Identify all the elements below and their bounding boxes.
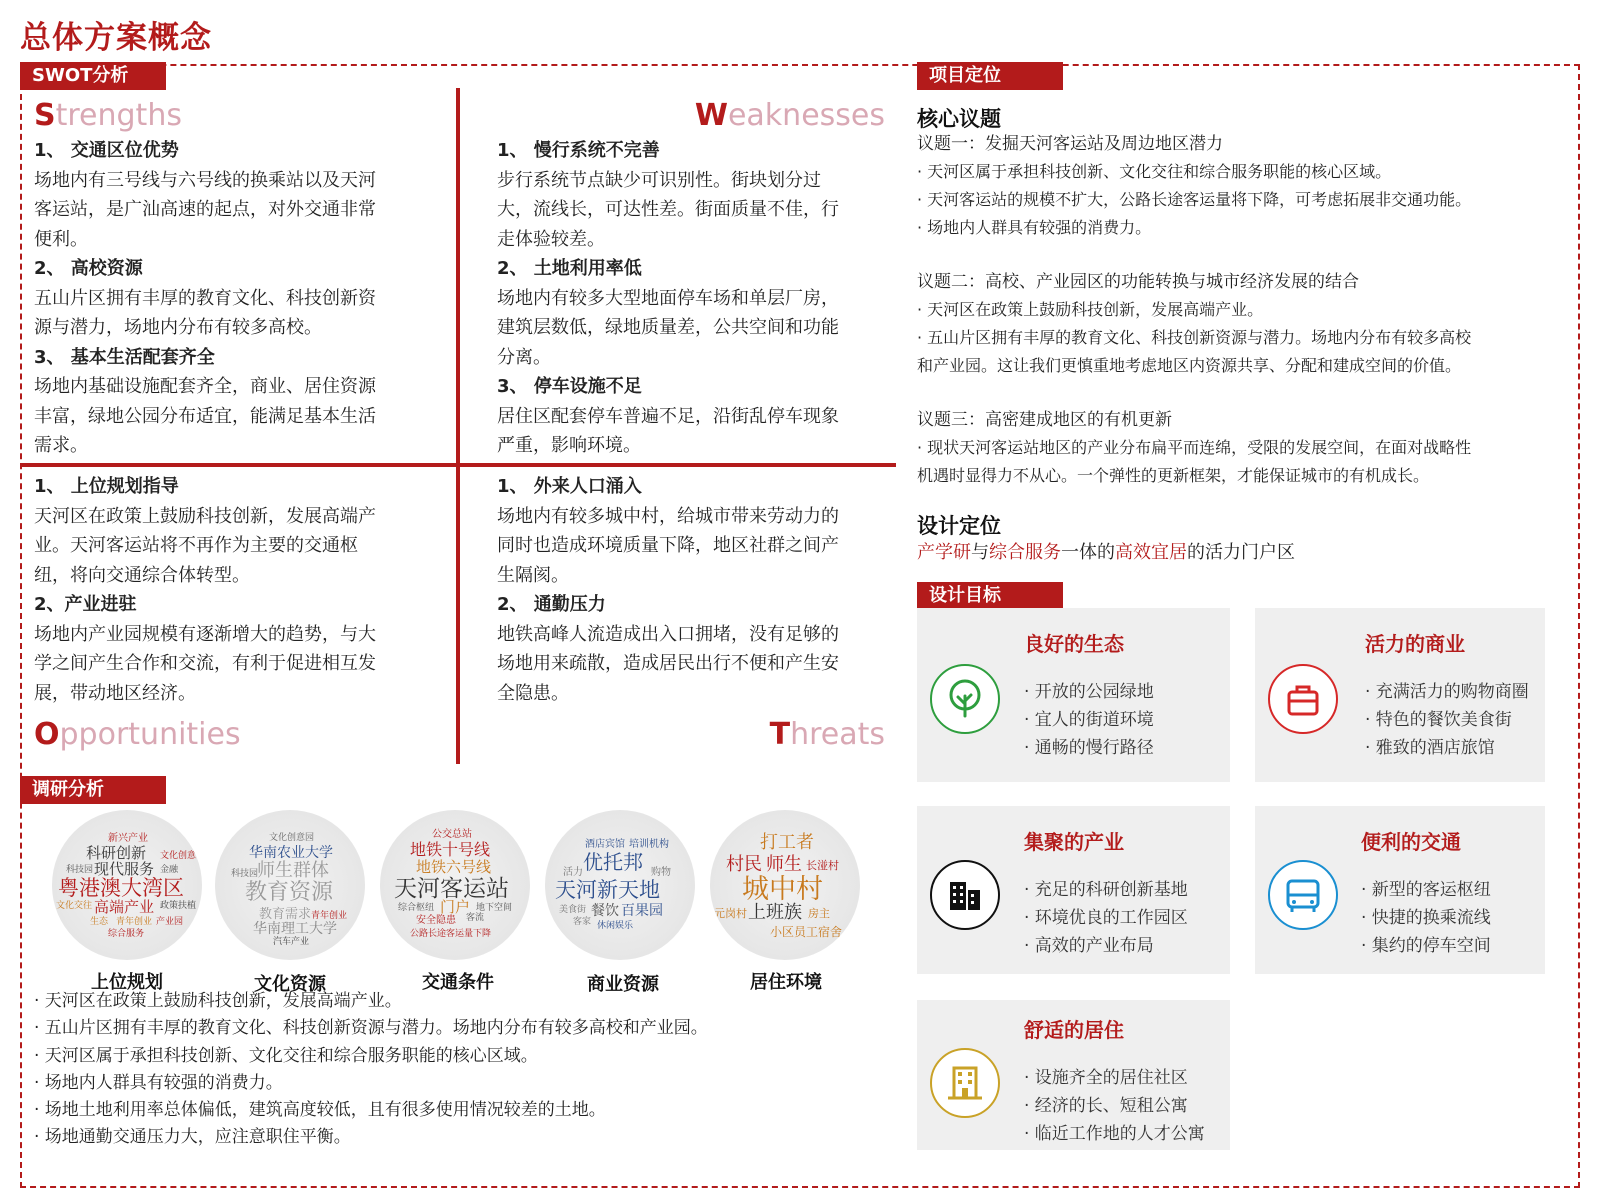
goal-item: · 充足的科研创新基地 bbox=[1024, 880, 1188, 900]
cloud-word: 青年创业 bbox=[311, 911, 348, 921]
cloud-word: 村民 bbox=[726, 854, 762, 875]
threat-item-line: 同时也造成环境质量下降，地区社群之间产 bbox=[497, 535, 839, 556]
cloud-word: 产业园 bbox=[156, 917, 184, 927]
issue-line: · 天河客运站的规模不扩大，公路长途客运量将下降，可考虑拓展非交通功能。 bbox=[917, 190, 1472, 209]
goal-title: 便利的交通 bbox=[1361, 830, 1461, 854]
cloud-word: 科技园 bbox=[66, 865, 94, 875]
goal-card-living bbox=[917, 1000, 1230, 1150]
weakness-item-line: 场地内有较多大型地面停车场和单层厂房， bbox=[497, 287, 839, 309]
strengths-heading: Strengths bbox=[34, 98, 182, 133]
goal-item: · 临近工作地的人才公寓 bbox=[1024, 1124, 1205, 1144]
issue-title: 议题二：高校、产业园区的功能转换与城市经济发展的结合 bbox=[917, 272, 1359, 292]
strength-item-line: 便利。 bbox=[34, 228, 88, 250]
issue-line: 机遇时显得力不从心。一个弹性的更新框架，才能保证城市的有机成长。 bbox=[917, 466, 1430, 485]
cloud-word: 文化交往 bbox=[56, 901, 93, 911]
opportunity-item-line: 业。天河客运站将不再作为主要的交通枢 bbox=[34, 535, 358, 556]
office-buildings-icon bbox=[930, 860, 1000, 930]
cloud-word: 地下空间 bbox=[476, 903, 513, 913]
cloud-word: 粤港澳大湾区 bbox=[58, 876, 184, 900]
goal-item: · 环境优良的工作园区 bbox=[1024, 908, 1188, 928]
cloud-word: 综合服务 bbox=[108, 929, 145, 939]
cloud-word: 安全隐患 bbox=[416, 915, 456, 926]
weakness-item-head: 3、 停车设施不足 bbox=[497, 376, 642, 397]
weaknesses-list bbox=[497, 136, 892, 461]
cloud-word: 天河新天地 bbox=[555, 878, 660, 902]
goal-card-transport bbox=[1255, 806, 1545, 974]
tree-icon bbox=[930, 664, 1000, 734]
goal-title: 舒适的居住 bbox=[1024, 1018, 1124, 1042]
cloud-word: 师生 bbox=[766, 854, 802, 875]
statement-part: 一体的 bbox=[1061, 542, 1115, 563]
cloud-word: 新兴产业 bbox=[108, 833, 148, 844]
core-issues-list bbox=[917, 130, 1577, 490]
design-positioning-heading: 设计定位 bbox=[917, 514, 1001, 538]
opportunity-item-line: 天河区在政策上鼓励科技创新，发展高端产 bbox=[34, 505, 376, 527]
goal-item: · 开放的公园绿地 bbox=[1024, 682, 1154, 702]
opportunity-item-line: 纽，将向交通综合体转型。 bbox=[34, 564, 250, 586]
cloud-word: 华南农业大学 bbox=[249, 845, 333, 861]
goal-item: · 通畅的慢行路径 bbox=[1024, 738, 1154, 758]
weakness-item-line: 居住区配套停车普遍不足，沿街乱停车现象 bbox=[497, 405, 839, 427]
cloud-word: 餐饮 bbox=[591, 903, 619, 919]
survey-section-label: 调研分析 bbox=[20, 776, 166, 804]
cloud-word: 文化创意 bbox=[160, 851, 197, 861]
threat-item-line: 场地内有较多城中村，给城市带来劳动力的 bbox=[497, 505, 839, 527]
goal-item: · 设施齐全的居住社区 bbox=[1024, 1068, 1188, 1088]
swot-horizontal-divider bbox=[20, 463, 896, 467]
threat-item-head: 1、 外来人口涌入 bbox=[497, 476, 642, 497]
issue-title: 议题三：高密建成地区的有机更新 bbox=[917, 410, 1172, 430]
opportunities-heading: Opportunities bbox=[34, 717, 241, 752]
bus-icon bbox=[1268, 860, 1338, 930]
opportunity-item-head: 1、 上位规划指导 bbox=[34, 476, 179, 497]
cloud-word: 客家 bbox=[573, 917, 592, 927]
word-cloud-living bbox=[710, 810, 860, 960]
cloud-word: 教育资源 bbox=[245, 880, 334, 905]
cloud-word: 科研创新 bbox=[86, 844, 147, 862]
cloud-label: 文化资源 bbox=[254, 974, 326, 995]
cloud-label: 居住环境 bbox=[750, 972, 822, 993]
strength-item-line: 五山片区拥有丰厚的教育文化、科技创新资 bbox=[34, 287, 376, 309]
goal-card-ecology bbox=[917, 608, 1230, 782]
survey-finding: · 五山片区拥有丰厚的教育文化、科技创新资源与潜力。场地内分布有较多高校和产业园。 bbox=[34, 1018, 708, 1039]
cloud-word: 华南理工大学 bbox=[253, 921, 337, 937]
survey-finding: · 天河区在政策上鼓励科技创新，发展高端产业。 bbox=[34, 991, 402, 1011]
cloud-word: 天河客运站 bbox=[394, 876, 509, 902]
weakness-item-head: 1、 慢行系统不完善 bbox=[497, 140, 660, 161]
cloud-label: 商业资源 bbox=[587, 974, 659, 995]
issue-line: · 场地内人群具有较强的消费力。 bbox=[917, 218, 1152, 237]
weaknesses-heading: Weaknesses bbox=[694, 98, 885, 133]
weakness-item-line: 分离。 bbox=[497, 346, 551, 368]
swot-vertical-divider bbox=[456, 88, 460, 764]
cloud-word: 政策扶植 bbox=[160, 901, 197, 911]
cloud-word: 高端产业 bbox=[94, 898, 155, 916]
issue-line: · 现状天河客运站地区的产业分布扁平而连绵，受限的发展空间，在面对战略性 bbox=[917, 438, 1472, 457]
goal-items bbox=[1361, 876, 1491, 960]
opportunity-item-line: 场地内产业园规模有逐渐增大的趋势，与大 bbox=[34, 623, 376, 645]
threat-item-head: 2、 通勤压力 bbox=[497, 594, 606, 615]
weakness-item-line: 走体验较差。 bbox=[497, 228, 605, 250]
survey-finding: · 场地通勤交通压力大，应注意职住平衡。 bbox=[34, 1127, 351, 1148]
threat-item-line: 生隔阂。 bbox=[497, 564, 569, 586]
strength-item-line: 场地内基础设施配套齐全，商业、居住资源 bbox=[34, 376, 376, 397]
cloud-word: 活力 bbox=[563, 867, 583, 878]
page-title: 总体方案概念 bbox=[20, 20, 212, 56]
strength-item-line: 丰富，绿地公园分布适宜，能满足基本生活 bbox=[34, 405, 376, 427]
goal-items bbox=[1024, 876, 1188, 960]
cloud-word: 优托邦 bbox=[583, 850, 643, 874]
cloud-word: 百果园 bbox=[621, 903, 663, 919]
threats-heading: Threats bbox=[769, 717, 885, 752]
goal-item: · 快捷的换乘流线 bbox=[1361, 908, 1491, 928]
weakness-item-line: 建筑层数低，绿地质量差，公共空间和功能 bbox=[497, 317, 839, 338]
cloud-word: 酒店宾馆 bbox=[585, 839, 625, 850]
cloud-word: 地铁六号线 bbox=[416, 858, 492, 876]
survey-finding: · 场地土地利用率总体偏低，建筑高度较低，且有很多使用情况较差的土地。 bbox=[34, 1100, 606, 1121]
cloud-word: 美食街 bbox=[559, 905, 587, 915]
cloud-word: 小区员工宿舍 bbox=[770, 925, 843, 939]
cloud-word: 教育需求 bbox=[259, 907, 312, 922]
cloud-label: 上位规划 bbox=[91, 972, 163, 993]
cloud-word: 青年创业 bbox=[116, 917, 153, 927]
survey-findings-list bbox=[34, 988, 894, 1152]
issue-line: 和产业园。这让我们更慎重地考虑地区内资源共享、分配和建成空间的价值。 bbox=[917, 356, 1462, 375]
cloud-word: 金融 bbox=[160, 865, 179, 875]
design-positioning-statement bbox=[917, 538, 1295, 564]
word-cloud-planning bbox=[52, 810, 202, 960]
cloud-word: 现代服务 bbox=[94, 860, 155, 878]
goal-items bbox=[1024, 1064, 1205, 1148]
shopping-bag-icon bbox=[1268, 664, 1338, 734]
cloud-word: 长湴村 bbox=[806, 859, 839, 872]
cloud-word: 地铁十号线 bbox=[410, 840, 491, 859]
strengths-list bbox=[34, 136, 444, 461]
statement-part: 高效宜居 bbox=[1115, 542, 1187, 563]
swot-section-label: SWOT分析 bbox=[20, 62, 166, 90]
cloud-word: 生态 bbox=[90, 917, 109, 927]
cloud-word: 公路长途客运量下降 bbox=[410, 929, 492, 939]
opportunity-item-line: 学之间产生合作和交流，有利于促进相互发 bbox=[34, 653, 376, 674]
cloud-word: 元岗村 bbox=[714, 907, 747, 920]
weakness-item-head: 2、 土地利用率低 bbox=[497, 258, 642, 279]
cloud-word: 科技园 bbox=[231, 869, 259, 879]
issue-line: · 天河区在政策上鼓励科技创新，发展高端产业。 bbox=[917, 300, 1264, 319]
issue-line: · 五山片区拥有丰厚的教育文化、科技创新资源与潜力。场地内分布有较多高校 bbox=[917, 328, 1472, 347]
cloud-word: 房主 bbox=[808, 907, 830, 920]
goals-section-label: 设计目标 bbox=[917, 582, 1063, 610]
issue-line: · 天河区属于承担科技创新、文化交往和综合服务职能的核心区域。 bbox=[917, 162, 1392, 181]
goal-item: · 充满活力的购物商圈 bbox=[1365, 682, 1529, 702]
word-cloud-transport bbox=[380, 810, 530, 960]
cloud-word: 上班族 bbox=[748, 902, 802, 923]
statement-part: 与 bbox=[971, 542, 989, 563]
core-issues-heading: 核心议题 bbox=[917, 107, 1001, 131]
goal-items bbox=[1365, 678, 1529, 762]
strength-item-line: 客运站，是广汕高速的起点，对外交通非常 bbox=[34, 199, 376, 220]
strength-item-line: 需求。 bbox=[34, 435, 88, 456]
word-cloud-commerce bbox=[545, 810, 695, 960]
cloud-word: 城中村 bbox=[742, 874, 823, 905]
goal-item: · 特色的餐饮美食街 bbox=[1365, 710, 1512, 730]
goal-title: 良好的生态 bbox=[1024, 632, 1124, 656]
threat-item-line: 全隐患。 bbox=[497, 682, 569, 704]
strength-item-line: 场地内有三号线与六号线的换乘站以及天河 bbox=[34, 169, 376, 191]
cloud-word: 客流 bbox=[466, 913, 485, 923]
positioning-section-label: 项目定位 bbox=[917, 62, 1063, 90]
goal-title: 活力的商业 bbox=[1365, 632, 1465, 656]
residence-icon bbox=[930, 1048, 1000, 1118]
opportunities-list bbox=[34, 472, 444, 708]
strength-item-head: 1、 交通区位优势 bbox=[34, 140, 179, 161]
goal-item: · 高效的产业布局 bbox=[1024, 936, 1154, 956]
threat-item-line: 地铁高峰人流造成出入口拥堵，没有足够的 bbox=[497, 623, 839, 645]
cloud-word: 购物 bbox=[651, 867, 671, 878]
goal-card-commerce bbox=[1255, 608, 1545, 782]
cloud-word: 休闲娱乐 bbox=[597, 921, 634, 931]
weakness-item-line: 严重，影响环境。 bbox=[497, 435, 641, 456]
weakness-item-line: 步行系统节点缺少可识别性。街块划分过 bbox=[497, 169, 821, 191]
threats-list bbox=[497, 472, 892, 708]
goal-item: · 集约的停车空间 bbox=[1361, 936, 1491, 956]
cloud-word: 培训机构 bbox=[629, 839, 669, 850]
strength-item-line: 源与潜力，场地内分布有较多高校。 bbox=[34, 317, 322, 338]
threat-item-line: 场地用来疏散，造成居民出行不便和产生安 bbox=[497, 653, 839, 674]
goal-item: · 雅致的酒店旅馆 bbox=[1365, 738, 1495, 758]
word-cloud-culture bbox=[215, 810, 365, 960]
goal-item: · 新型的客运枢纽 bbox=[1361, 880, 1491, 900]
weakness-item-line: 大，流线长，可达性差。街面质量不佳，行 bbox=[497, 199, 839, 220]
statement-part: 综合服务 bbox=[989, 542, 1061, 563]
cloud-word: 打工者 bbox=[760, 832, 814, 853]
cloud-word: 汽车产业 bbox=[273, 937, 310, 947]
issue-title: 议题一：发掘天河客运站及周边地区潜力 bbox=[917, 134, 1223, 154]
statement-part: 的活力门户区 bbox=[1187, 542, 1295, 563]
goal-item: · 宜人的街道环境 bbox=[1024, 710, 1154, 730]
goal-title: 集聚的产业 bbox=[1024, 830, 1124, 854]
opportunity-item-head: 2、产业进驻 bbox=[34, 594, 137, 615]
statement-part: 产学研 bbox=[917, 542, 971, 563]
cloud-word: 门户 bbox=[440, 898, 471, 916]
cloud-label: 交通条件 bbox=[422, 972, 494, 993]
goal-items bbox=[1024, 678, 1154, 762]
goal-item: · 经济的长、短租公寓 bbox=[1024, 1096, 1188, 1116]
cloud-word: 文化创意园 bbox=[269, 833, 315, 843]
survey-finding: · 场地内人群具有较强的消费力。 bbox=[34, 1072, 283, 1093]
opportunity-item-line: 展，带动地区经济。 bbox=[34, 682, 196, 704]
cloud-word: 师生群体 bbox=[257, 860, 329, 881]
survey-finding: · 天河区属于承担科技创新、文化交往和综合服务职能的核心区域。 bbox=[34, 1045, 538, 1066]
strength-item-head: 3、 基本生活配套齐全 bbox=[34, 346, 215, 368]
cloud-word: 公交总站 bbox=[432, 829, 472, 840]
cloud-word: 综合枢纽 bbox=[398, 903, 435, 913]
goal-card-industry bbox=[917, 806, 1230, 974]
strength-item-head: 2、 高校资源 bbox=[34, 258, 143, 279]
